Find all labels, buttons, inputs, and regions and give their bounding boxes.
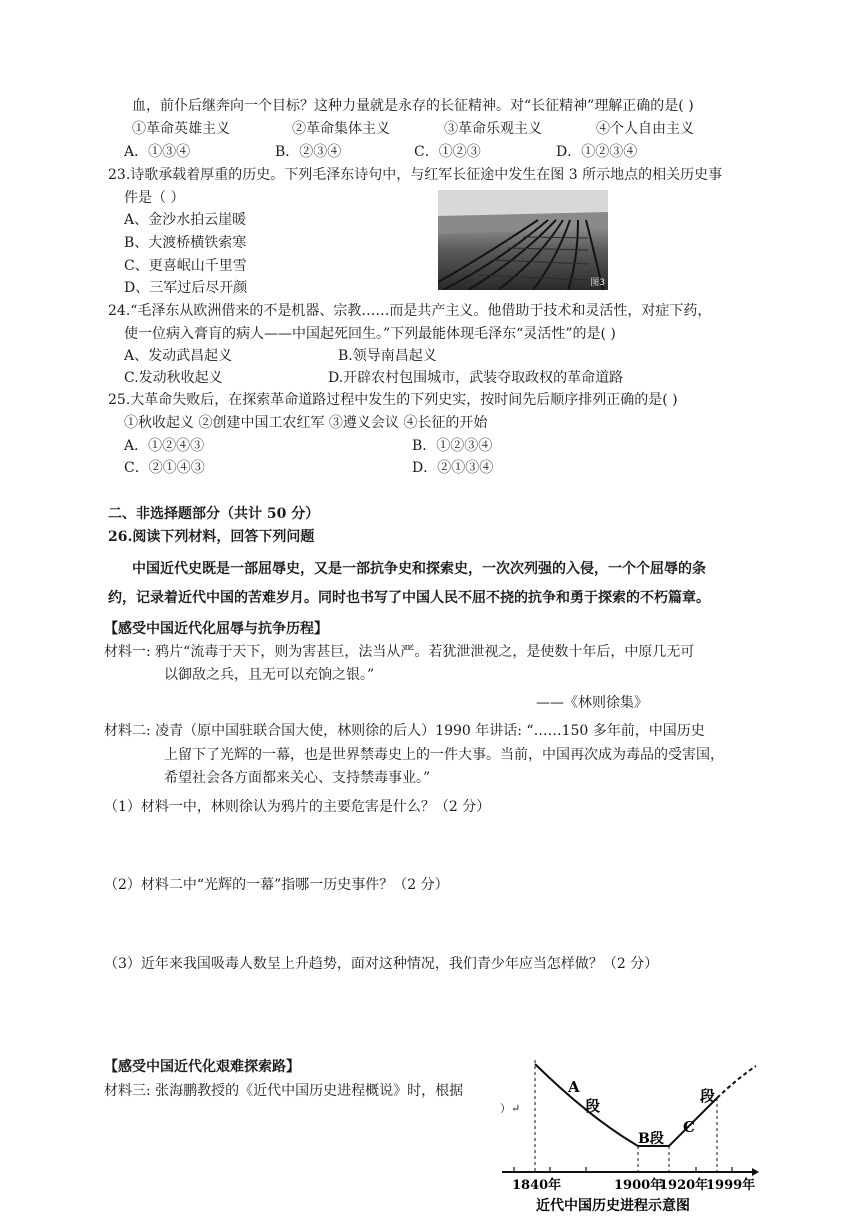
- year-1840: 1840年: [512, 1178, 562, 1193]
- chart-caption: 近代中国历史进程示意图: [536, 1198, 690, 1214]
- q25-stem: 25.大革命失败后，在探索革命道路过程中发生的下列史实，按时间先后顺序排列正确的是( ): [108, 392, 678, 408]
- q23-choice-c: C、更喜岷山千里雪: [124, 258, 247, 274]
- year-1999: 1999年: [706, 1178, 756, 1193]
- history-process-chart: [500, 1058, 760, 1216]
- material-3: 材料三: 张海鹏教授的《近代中国历史进程概说》时，根据: [104, 1083, 464, 1099]
- q22-option-4: ④个人自由主义: [596, 121, 694, 137]
- q22-choice-c: C．①②③: [414, 144, 481, 160]
- heading-difficult-exploration: 【感受中国近代化艰难探索路】: [104, 1059, 300, 1075]
- material-2-line1: 材料二: 凌青（原中国驻联合国大使，林则徐的后人）1990 年讲话: “……150 多年前，中国历史: [104, 723, 705, 739]
- sub-question-1: （1）材料一中，林则徐认为鸦片的主要危害是什么？（2 分）: [104, 799, 491, 815]
- q22-choice-d: D．①②③④: [556, 144, 638, 160]
- q23-choice-a: A、金沙水拍云崖暖: [124, 212, 247, 228]
- q24-stem-line1: 24.“毛泽东从欧洲借来的不是机器、宗教……而是共产主义。他借助于技术和灵活性，对症下药，: [108, 303, 712, 319]
- q23-stem-line2: 件是（ ）: [124, 190, 185, 206]
- q22-option-3: ③革命乐观主义: [444, 121, 542, 137]
- q26-title: 26.阅读下列材料，回答下列问题: [108, 529, 315, 545]
- q24-choice-b: B.领导南昌起义: [338, 348, 437, 364]
- heading-humiliation-struggle: 【感受中国近代化屈辱与抗争历程】: [104, 621, 328, 637]
- q25-choice-b: B．①②③④: [412, 438, 493, 454]
- q24-choice-d: D.开辟农村包围城市，武装夺取政权的革命道路: [328, 370, 624, 386]
- q22-choice-a: A．①③④: [124, 144, 191, 160]
- q22-choice-b: B．②③④: [275, 144, 342, 160]
- year-1900: 1900年: [614, 1178, 664, 1193]
- q23-stem-line1: 23.诗歌承载着厚重的历史。下列毛泽东诗句中，与红军长征途中发生在图 3 所示地点的相关历史事: [108, 167, 723, 183]
- future-trend-line: [717, 1066, 756, 1098]
- segment-c-suffix: 段: [700, 1087, 716, 1105]
- section-2-title: 二、非选择题部分（共计 50 分）: [108, 506, 320, 522]
- material-2-line3: 希望社会各方面都来关心、支持禁毒事业。”: [164, 770, 431, 786]
- q24-stem-line2: 使一位病入膏肓的病人——中国起死回生。”下列最能体现毛泽东“灵活性”的是( ): [124, 326, 616, 342]
- material-2-line2: 上留下了光辉的一幕，也是世界禁毒史上的一件大事。当前，中国再次成为毒品的受害国，: [164, 747, 724, 763]
- material-1-line2: 以御敌之兵，且无可以充饷之银。”: [164, 667, 375, 683]
- segment-c-label: C: [683, 1118, 695, 1136]
- q25-choice-a: A．①②④③: [124, 438, 205, 454]
- year-1920: 1920年: [659, 1178, 709, 1193]
- material-1-line1: 材料一: 鸦片“流毒于天下，则为害甚巨，法当从严。若犹泄泄视之，是使数十年后，中原几无可: [104, 644, 695, 660]
- material-1-source: ——《林则徐集》: [536, 695, 648, 711]
- q22-option-1: ①革命英雄主义: [132, 121, 230, 137]
- intro-line2: 约，记录着近代中国的苦难岁月。同时也书写了中国人民不屈不挠的抗争和勇于探索的不朽篇章。: [108, 590, 710, 606]
- q23-choice-b: B、大渡桥横铁索寒: [124, 235, 247, 251]
- q23-choice-d: D、三军过后尽开颜: [124, 280, 248, 296]
- sub-question-2: （2）材料二中“光辉的一幕”指哪一历史事件？（2 分）: [104, 877, 449, 893]
- chart-axis-arrow: [752, 1168, 759, 1176]
- q22-stem-continuation: 血，前仆后继奔向一个目标？这种力量就是永存的长征精神。对“长征精神”理解正确的是( ): [132, 98, 694, 114]
- q25-items: ①秋收起义 ②创建中国工农红军 ③遵义会议 ④长征的开始: [124, 415, 488, 431]
- intro-line1: 中国近代史既是一部屈辱史，又是一部抗争史和探索史，一次次列强的入侵，一个个屈辱的条: [132, 561, 706, 577]
- q24-choice-c: C.发动秋收起义: [124, 370, 223, 386]
- figure-3-label: 图3: [590, 278, 605, 288]
- luding-bridge-photo: [438, 190, 608, 290]
- sub-question-3: （3）近年来我国吸毒人数呈上升趋势，面对这种情况，我们青少年应当怎样做？（2 分）: [104, 956, 659, 972]
- q25-choice-c: C．②①④③: [124, 460, 205, 476]
- segment-a-suffix: 段: [585, 1097, 601, 1115]
- q22-option-2: ②革命集体主义: [292, 121, 390, 137]
- segment-b-label: B段: [638, 1131, 664, 1147]
- q25-choice-d: D．②①③④: [412, 460, 494, 476]
- bridge-chains-drawing: [438, 190, 608, 290]
- material-3-tail: ）↵: [500, 1102, 521, 1115]
- q24-choice-a: A、发动武昌起义: [124, 348, 233, 364]
- segment-a-label: A: [568, 1078, 580, 1096]
